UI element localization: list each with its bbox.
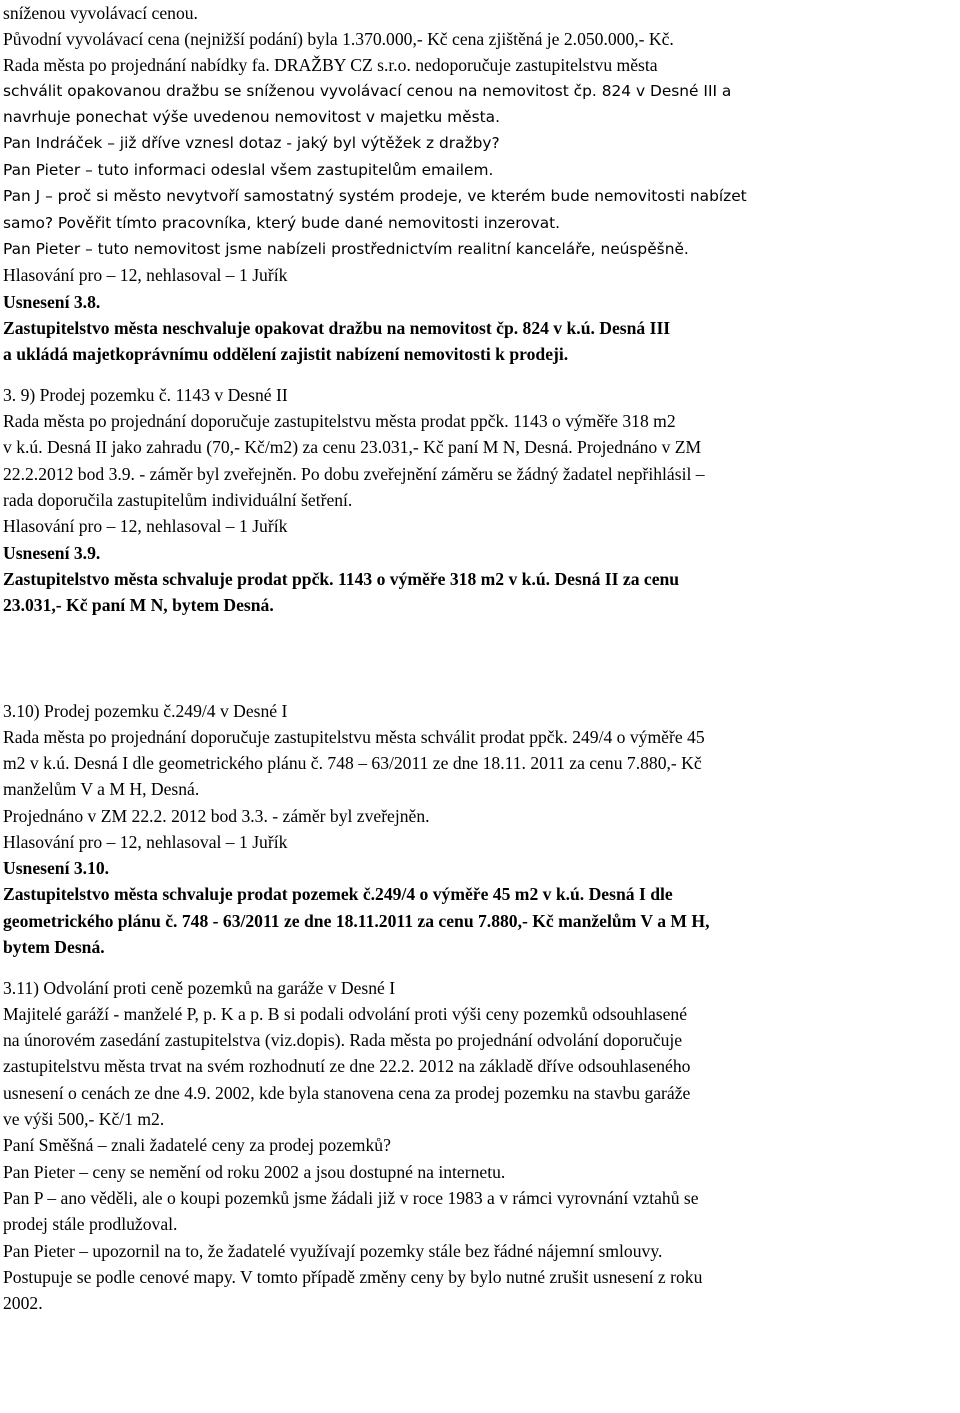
- resolution-text-line: Usnesení 3.9.: [3, 543, 101, 563]
- resolution-text-line: geometrického plánu č. 748 - 63/2011 ze dne 18.11.2011 za cenu 7.880,- Kč manželům V a M H,: [3, 911, 710, 931]
- text-line: m2 v k.ú. Desná I dle geometrického plánu č. 748 – 63/2011 ze dne 18.11. 2011 za cenu 7.880,- Kč: [3, 753, 702, 773]
- text-line: 22.2.2012 bod 3.9. - záměr byl zveřejněn. Po dobu zveřejnění záměru se žádný žadatel nepřihlásil –: [3, 464, 705, 484]
- resolution-text-line: Usnesení 3.10.: [3, 858, 110, 878]
- resolution-text-line: Usnesení 3.8.: [3, 292, 101, 312]
- text-line: prodej stále prodlužoval.: [3, 1214, 178, 1234]
- text-line: Pan Pieter – ceny se nemění od roku 2002 a jsou dostupné na internetu.: [3, 1162, 506, 1182]
- text-line: Hlasování pro – 12, nehlasoval – 1 Juřík: [3, 832, 288, 852]
- text-line: Paní Směšná – znali žadatelé ceny za prodej pozemků?: [3, 1135, 391, 1155]
- text-line: Hlasování pro – 12, nehlasoval – 1 Juřík: [3, 516, 288, 536]
- text-line: Pan Pieter – tuto nemovitost jsme nabízeli prostřednictvím realitní kanceláře, neúspěšně.: [3, 240, 689, 258]
- text-line: Pan P – ano věděli, ale o koupi pozemků jsme žádali již v roce 1983 a v rámci vyrovnání vztahů se: [3, 1188, 699, 1208]
- text-line: manželům V a M H, Desná.: [3, 779, 200, 799]
- resolution-text-line: 23.031,- Kč paní M N, bytem Desná.: [3, 595, 274, 615]
- resolution-text-line: Zastupitelstvo města neschvaluje opakovat dražbu na nemovitost čp. 824 v k.ú. Desná III: [3, 318, 671, 338]
- text-line: Pan Indráček – již dříve vznesl dotaz - jaký byl výtěžek z dražby?: [3, 134, 500, 152]
- text-line: Pan Pieter – tuto informaci odeslal všem zastupitelům emailem.: [3, 161, 494, 179]
- text-line: Rada města po projednání nabídky fa. DRAŽBY CZ s.r.o. nedoporučuje zastupitelstvu města: [3, 55, 658, 75]
- text-line: usnesení o cenách ze dne 4.9. 2002, kde byla stanovena cena za prodej pozemku na stavbu garáže: [3, 1083, 691, 1103]
- text-line: zastupitelstvu města trvat na svém rozhodnutí ze dne 22.2. 2012 na základě dříve odsouhlaseného: [3, 1056, 691, 1076]
- resolution-text-line: bytem Desná.: [3, 937, 105, 957]
- text-line: 3.11) Odvolání proti ceně pozemků na garáže v Desné I: [3, 978, 396, 998]
- text-line: v k.ú. Desná II jako zahradu (70,- Kč/m2) za cenu 23.031,- Kč paní M N, Desná. Projednáno v ZM: [3, 437, 702, 457]
- resolution-text-line: Zastupitelstvo města schvaluje prodat pozemek č.249/4 o výměře 45 m2 v k.ú. Desná I dle: [3, 884, 673, 904]
- text-line: Pan Pieter – upozornil na to, že žadatelé využívají pozemky stále bez řádné nájemní smlouvy.: [3, 1241, 663, 1261]
- resolution-text-line: Zastupitelstvo města schvaluje prodat ppčk. 1143 o výměře 318 m2 v k.ú. Desná II za cenu: [3, 569, 680, 589]
- text-line: 3.10) Prodej pozemku č.249/4 v Desné I: [3, 701, 288, 721]
- text-line: Postupuje se podle cenové mapy. V tomto případě změny ceny by bylo nutné zrušit usnesení z roku: [3, 1267, 703, 1287]
- text-line: 2002.: [3, 1293, 43, 1313]
- text-line: na únorovém zasedání zastupitelstva (viz.dopis). Rada města po projednání odvolání doporučuje: [3, 1030, 683, 1050]
- text-line: Původní vyvolávací cena (nejnižší podání) byla 1.370.000,- Kč cena zjištěná je 2.050.000,- Kč.: [3, 29, 674, 49]
- text-line: Majitelé garáží - manželé P, p. K a p. B si podali odvolání proti výši ceny pozemků odsouhlasené: [3, 1004, 688, 1024]
- text-line: navrhuje ponechat výše uvedenou nemovitost v majetku města.: [3, 108, 501, 126]
- text-line: samo? Pověřit tímto pracovníka, který bude dané nemovitosti inzerovat.: [3, 214, 561, 232]
- text-line: Pan J – proč si město nevytvoří samostatný systém prodeje, ve kterém bude nemovitosti nabízet: [3, 187, 747, 205]
- text-line: sníženou vyvolávací cenou.: [3, 3, 198, 23]
- text-line: schválit opakovanou dražbu se sníženou vyvolávací cenou na nemovitost čp. 824 v Desné III a: [3, 82, 732, 100]
- text-line: Rada města po projednání doporučuje zastupitelstvu města schválit prodat ppčk. 249/4 o výměře 45: [3, 727, 705, 747]
- resolution-text-line: a ukládá majetkoprávnímu oddělení zajistit nabízení nemovitosti k prodeji.: [3, 344, 569, 364]
- text-line: Hlasování pro – 12, nehlasoval – 1 Juřík: [3, 265, 288, 285]
- text-line: Projednáno v ZM 22.2. 2012 bod 3.3. - záměr byl zveřejněn.: [3, 806, 430, 826]
- text-line: ve výši 500,- Kč/1 m2.: [3, 1109, 165, 1129]
- text-line: 3. 9) Prodej pozemku č. 1143 v Desné II: [3, 385, 288, 405]
- text-line: Rada města po projednání doporučuje zastupitelstvu města prodat ppčk. 1143 o výměře 318 m2: [3, 411, 676, 431]
- text-line: rada doporučila zastupitelům individuální šetření.: [3, 490, 353, 510]
